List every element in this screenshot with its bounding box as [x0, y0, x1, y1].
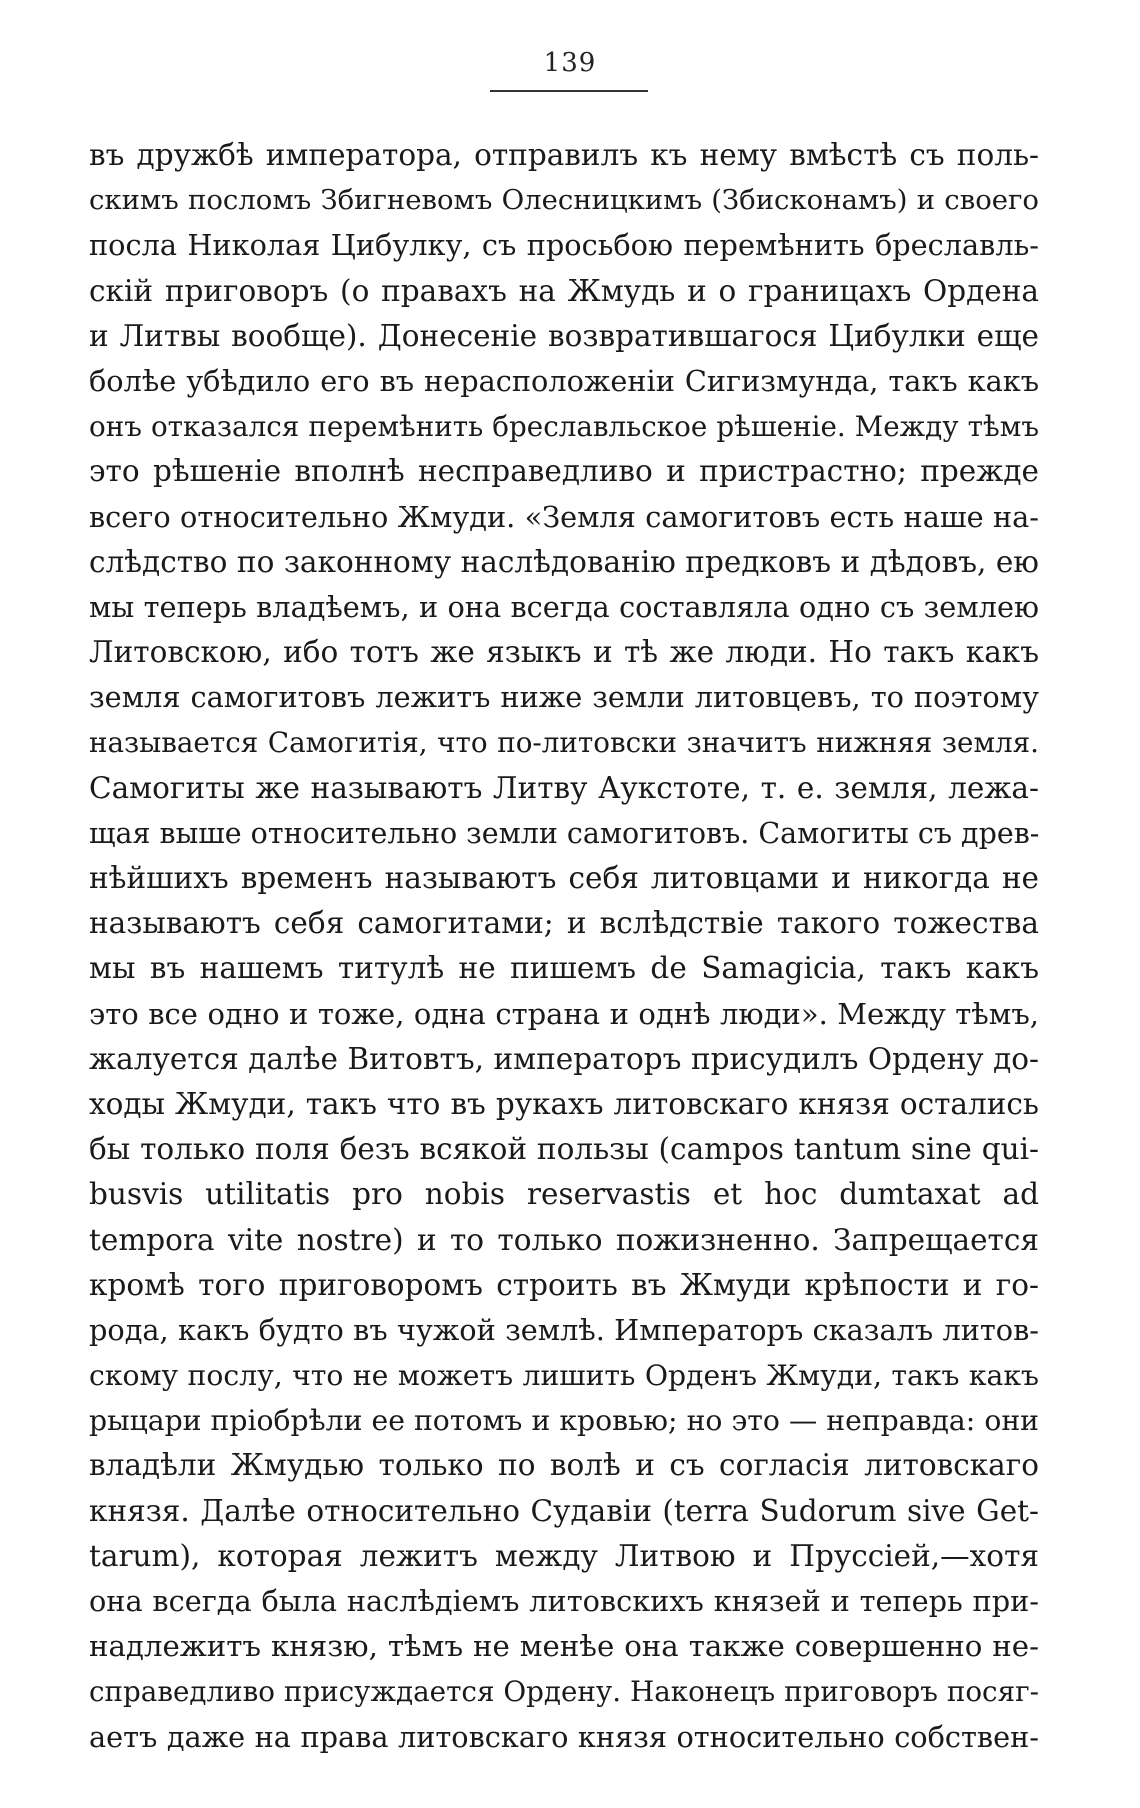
page-number: 139: [543, 48, 597, 78]
text-line: рыцари пріобрѣли ее потомъ и кровью; но это — неправда: они: [89, 1404, 1039, 1438]
text-line: надлежитъ князю, тѣмъ не менѣе она также совершенно не-: [89, 1629, 1039, 1664]
text-line: владѣли Жмудью только по волѣ и съ согласія литовскаго: [89, 1448, 1039, 1483]
text-line: кромѣ того приговоромъ строить въ Жмуди крѣпости и го-: [89, 1267, 1039, 1302]
text-line: называется Самогитія, что по-литовски значитъ нижняя земля.: [89, 726, 1039, 760]
text-line: tarum), которая лежитъ между Литвою и Пруссіей,—хотя: [89, 1538, 1039, 1573]
text-line: въ дружбѣ императора, отправилъ къ нему вмѣстѣ съ поль-: [89, 138, 1039, 172]
text-line: и Литвы вообще). Донесеніе возвратившагося Цибулки еще: [89, 318, 1039, 353]
text-line: называютъ себя самогитами; и вслѣдствіе такого тожества: [89, 906, 1039, 941]
text-line: busvis utilitatis pro nobis reservastis et hoc dumtaxat ad: [89, 1177, 1039, 1212]
text-line: Самогиты же называютъ Литву Аукстоте, т. е. земля, лежа-: [89, 770, 1039, 805]
text-line: князя. Далѣе относительно Судавіи (terra Sudorum sive Get-: [89, 1493, 1039, 1528]
text-line: Литовскою, ибо тотъ же языкъ и тѣ же люди. Но такъ какъ: [89, 635, 1039, 670]
text-line: жалуется далѣе Витовтъ, императоръ присудилъ Ордену до-: [89, 1041, 1039, 1076]
body-text: [89, 133, 1039, 1760]
text-line: ходы Жмуди, такъ что въ рукахъ литовскаго князя остались: [89, 1086, 1039, 1121]
text-line: болѣе убѣдило его въ нерасположеніи Сигизмунда, такъ какъ: [89, 363, 1039, 398]
text-line: она всегда была наслѣдіемъ литовскихъ князей и теперь при-: [89, 1584, 1039, 1618]
text-line: земля самогитовъ лежитъ ниже земли литовцевъ, то поэтому: [89, 680, 1039, 715]
text-line: скимъ посломъ Збигневомъ Олесницкимъ (Збисконамъ) и своего: [89, 184, 1039, 217]
text-line: это все одно и тоже, одна страна и однѣ люди». Между тѣмъ,: [89, 996, 1039, 1031]
text-line: скій приговоръ (о правахъ на Жмудь и о границахъ Ордена: [89, 273, 1039, 308]
text-line: справедливо присуждается Ордену. Наконецъ приговоръ посяг-: [89, 1675, 1039, 1709]
header-rule: [490, 90, 648, 92]
text-line: бы только поля безъ всякой пользы (campos tantum sine qui-: [89, 1132, 1039, 1167]
text-line: мы теперь владѣемъ, и она всегда составляла одно съ землею: [89, 589, 1039, 624]
text-line: мы въ нашемъ титулѣ не пишемъ de Samagicia, такъ какъ: [89, 951, 1039, 986]
text-line: всего относительно Жмуди. «Земля самогитовъ есть наше на-: [89, 499, 1039, 534]
text-line: аетъ даже на права литовскаго князя относительно собствен-: [89, 1719, 1039, 1754]
text-line: это рѣшеніе вполнѣ несправедливо и пристрастно; прежде: [89, 454, 1039, 489]
text-line: щая выше относительно земли самогитовъ. Самогиты съ древ-: [89, 816, 1040, 850]
text-line: слѣдство по законному наслѣдованію предковъ и дѣдовъ, ею: [89, 544, 1039, 579]
text-line: tempora vite nostre) и то только пожизненно. Запрещается: [89, 1222, 1039, 1257]
text-line: скому послу, что не можетъ лишить Орденъ Жмуди, такъ какъ: [89, 1359, 1039, 1393]
text-line: онъ отказался перемѣнить бреславльское рѣшеніе. Между тѣмъ: [89, 410, 1039, 444]
text-line: рода, какъ будто въ чужой землѣ. Императоръ сказалъ литов-: [89, 1312, 1039, 1347]
text-line: нѣйшихъ временъ называютъ себя литовцами и никогда не: [89, 861, 1039, 895]
text-line: посла Николая Цибулку, съ просьбою перемѣнить бреславль-: [89, 228, 1039, 263]
